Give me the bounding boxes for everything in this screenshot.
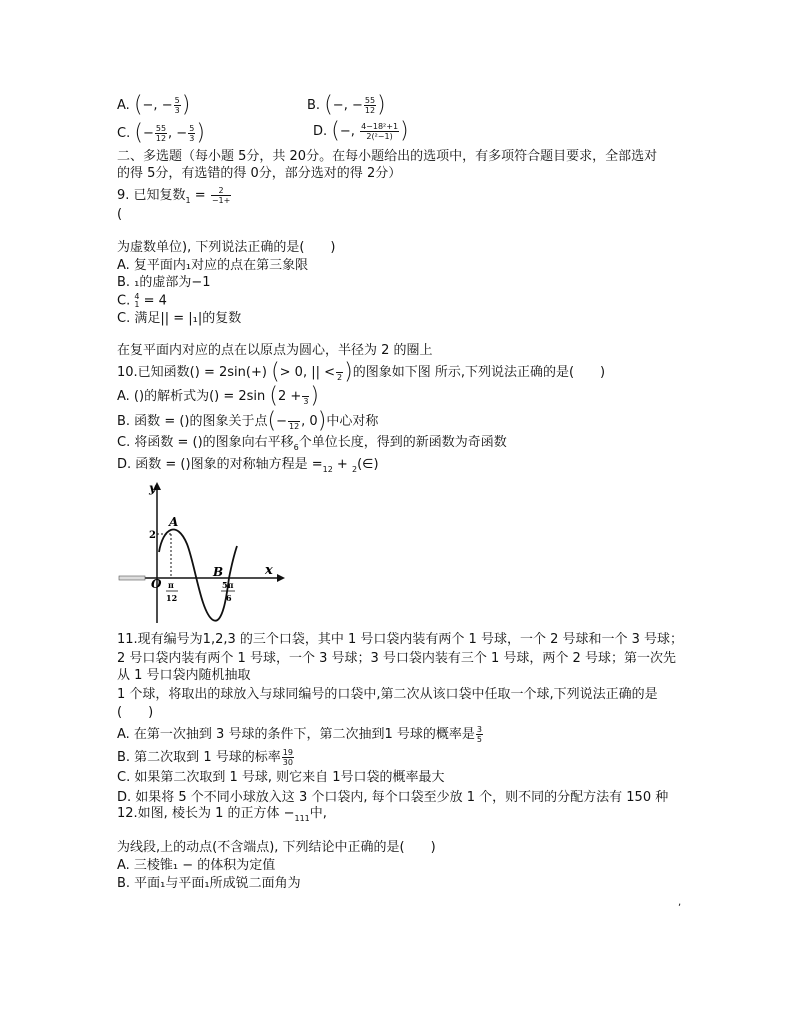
q9-paren: ( [117,207,123,222]
q9-option-d: C. 满足|| = |₁|的复数 [117,311,242,326]
q9-option-b: B. ₁的虚部为−1 [117,275,211,290]
q8-option-d: D. (−, $\frac{\text{4−18²+1}}{\text{2(²−1)}}$ ) [313,118,409,144]
q10-option-a: A. ()的解析式为() = 2sin (2 + 3 ) [117,383,319,409]
section2-line1: 二、多选题（每小题 5分，共 20分。在每小题给出的选项中，有多项符合题目要求，全部选对 [117,149,658,164]
x-tick2-num: 5π [222,580,234,590]
q10-stem: 10.已知函数() = 2sin(+) (> 0, || < 2 )的图象如下图 所示,下列说法正确的是( ) [117,359,606,385]
x-tick1-den: 12 [166,593,178,603]
axis-highlight [119,576,145,580]
q8-option-c: C. (− $\frac{55}{12}$ , − $\frac{5}{3}$ ) [117,120,205,146]
q12-stem-cont: 为线段,上的动点(不含端点), 下列结论中正确的是( ) [117,840,436,855]
q9-option-d-cont: 在复平面内对应的点在以原点为圆心，半径为 2 的圈上 [117,343,433,358]
q11-option-b: B. 第二次取到 1 号球的标率 $\frac{19}{30}$ [117,748,293,767]
y-tick-label: 2 [149,530,156,541]
q11-option-d: D. 如果将 5 个不同小球放入这 3 个口袋内, 每个口袋至少放 1 个，则不同的分配方法有 150 种 [117,790,669,805]
x-tick2-den: 6 [226,593,232,603]
y-axis-label: y [149,481,156,495]
q11-line2: 2 号口袋内装有两个 1 号球，一个 3 号球；3 号口袋内装有三个 1 号球，两个 2 号球；第一次先 [117,651,676,666]
q11-line4: 1 个球，将取出的球放入与球同编号的口袋中,第二次从该口袋中任取一个球,下列说法正确的是 [117,687,658,702]
q12-option-b: B. 平面₁与平面₁所成锐二面角为 [117,876,301,891]
q9-option-c: C. 4 1 = 4 [117,292,167,309]
function-graph [115,478,285,628]
x-axis-label: x [265,563,273,578]
q9-option-a: A. 复平面内₁对应的点在第三象限 [117,258,309,273]
q8-option-a: A. (−, − $\frac{5}{3}$ ) [117,92,191,118]
q12-stem: 12.如图, 棱长为 1 的正方体 $-_{111}$中, [117,806,327,823]
q10-option-c: C. 将函数 = ()的图象向右平移$_6$个单位长度，得到的新函数为奇函数 [117,435,507,452]
point-a-label: A [169,515,179,529]
q8-option-b: B. (−, − $\frac{55}{12}$ ) [307,92,386,118]
point-b-label: B [213,565,224,579]
q9-stem-cont: 为虚数单位), 下列说法正确的是( ) [117,240,336,255]
stray-mark: , [678,897,682,908]
q12-option-a: A. 三棱锥₁ − 的体积为定值 [117,858,276,873]
q11-line3: 从 1 号口袋内随机抽取 [117,668,251,683]
q10-option-b: B. 函数 = ()的图象关于点(− 12 , 0)中心对称 [117,408,379,434]
section2-line2: 的得 5分，有选错的得 0分，部分选对的得 2分） [117,166,402,181]
q11-line5: ( ) [117,705,154,720]
q9-stem: 9. 已知复数$_1$ = $\frac{2}{-1+}$ [117,186,231,205]
x-axis-arrow [277,574,285,582]
origin-label: O [151,577,162,591]
q11-option-a: A. 在第一次抽到 3 号球的条件下，第二次抽到1 号球的概率是 $\frac{3}{5}$ [117,725,482,744]
q11-line1: 11.现有编号为1,2,3 的三个口袋，其中 1 号口袋内装有两个 1 号球，一个 2 号球和一个 3 号球； [117,632,684,647]
q11-option-c: C. 如果第二次取到 1 号球, 则它来自 1号口袋的概率最大 [117,770,445,785]
q10-option-d: D. 函数 = ()图象的对称轴方程是 $=_{12}$ + $_2$(∈) [117,457,379,474]
x-tick1-num: π [168,580,174,590]
